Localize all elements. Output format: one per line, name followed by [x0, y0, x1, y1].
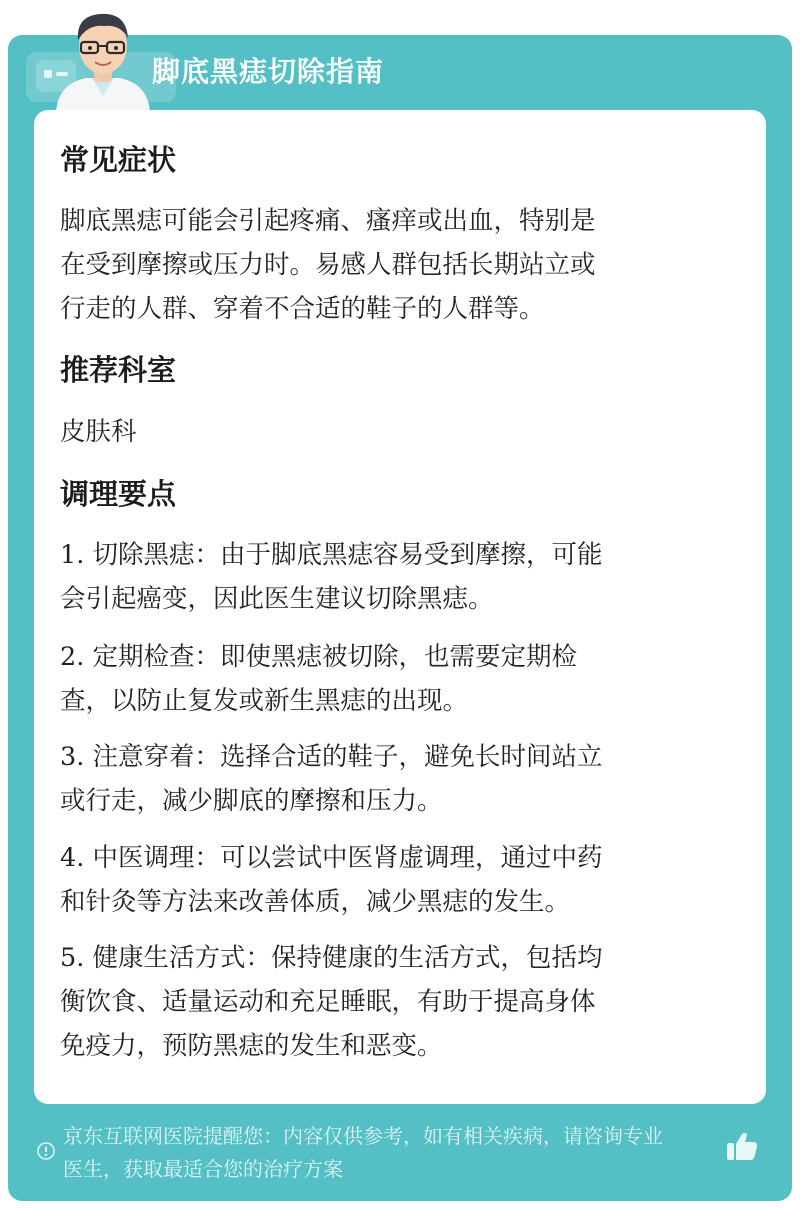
care-item-line: 免疫力，预防黑痣的发生和恶变。 [60, 1031, 443, 1061]
care-item-text: 注意穿着：选择合适的鞋子，避免长时间站立 [92, 742, 603, 772]
symptoms-line: 行走的人群、穿着不合适的鞋子的人群等。 [60, 294, 545, 324]
care-item [60, 936, 750, 1068]
care-item [60, 735, 750, 823]
disclaimer-line: 医生，获取最适合您的治疗方案 [63, 1157, 343, 1181]
disclaimer [63, 1120, 728, 1186]
care-item-number: 5. [60, 943, 85, 973]
symptoms-text [60, 199, 750, 331]
section-title-department: 推荐科室 [60, 353, 177, 387]
care-item [60, 836, 750, 924]
care-item-number: 1. [60, 540, 85, 570]
care-item-line: 查，以防止复发或新生黑痣的出现。 [60, 686, 469, 716]
care-item-line [60, 533, 750, 577]
care-item [60, 635, 750, 723]
care-item-line: 会引起癌变，因此医生建议切除黑痣。 [60, 584, 494, 614]
symptoms-line: 脚底黑痣可能会引起疼痛、瘙痒或出血，特别是 [60, 206, 596, 236]
care-item-line [60, 936, 750, 980]
care-item-text: 健康生活方式：保持健康的生活方式，包括均 [92, 943, 603, 973]
care-item-line: 衡饮食、适量运动和充足睡眠，有助于提高身体 [60, 987, 596, 1017]
page-title: 脚底黑痣切除指南 [152, 55, 385, 88]
care-item-text: 中医调理：可以尝试中医肾虚调理，通过中药 [92, 843, 603, 873]
care-item-number: 4. [60, 843, 85, 873]
care-item-text: 切除黑痣：由于脚底黑痣容易受到摩擦，可能 [92, 540, 603, 570]
disclaimer-line: 京东互联网医院提醒您：内容仅供参考，如有相关疾病，请咨询专业 [63, 1124, 663, 1148]
care-item [60, 533, 750, 621]
department-value: 皮肤科 [60, 417, 137, 447]
care-item-number: 2. [60, 642, 85, 672]
doctor-avatar [48, 6, 158, 112]
symptoms-line: 在受到摩擦或压力时。易感人群包括长期站立或 [60, 250, 596, 280]
thumbs-up-icon[interactable] [724, 1128, 760, 1164]
care-item-line [60, 735, 750, 779]
care-item-line: 或行走，减少脚底的摩擦和压力。 [60, 786, 443, 816]
section-title-care: 调理要点 [60, 477, 177, 511]
care-item-line [60, 836, 750, 880]
care-item-text: 定期检查：即使黑痣被切除，也需要定期检 [92, 642, 577, 672]
section-title-symptoms: 常见症状 [60, 143, 177, 177]
content-card [34, 110, 766, 1104]
care-item-line [60, 635, 750, 679]
info-icon [36, 1141, 56, 1161]
care-item-line: 和针灸等方法来改善体质，减少黑痣的发生。 [60, 887, 571, 917]
care-item-number: 3. [60, 742, 85, 772]
